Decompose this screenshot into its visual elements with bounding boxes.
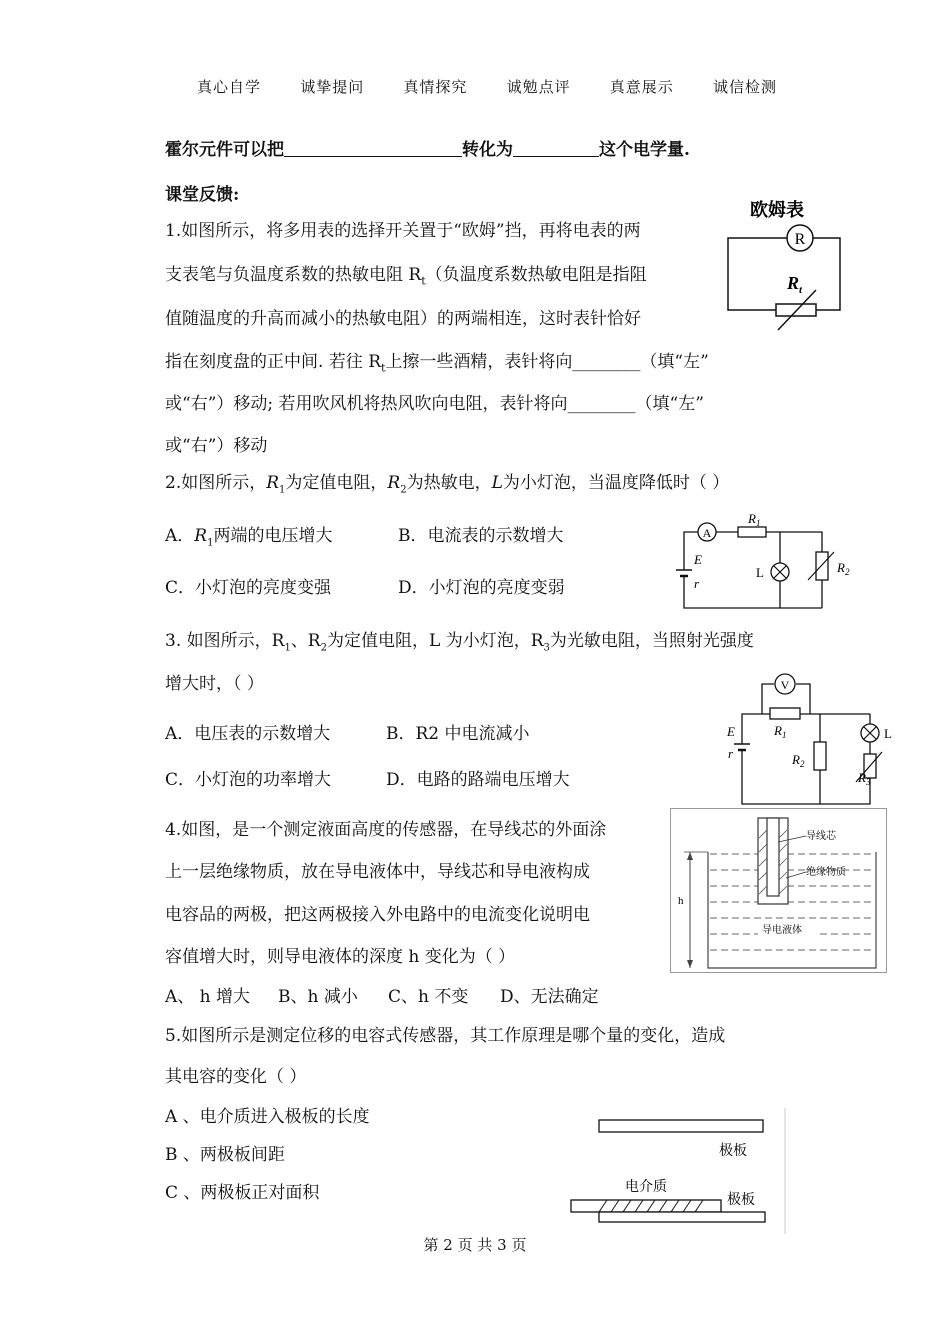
header-item: 诚勉点评 xyxy=(506,78,571,96)
q2-stem-b: 为定值电阻， xyxy=(285,473,388,493)
voltmeter-label: V xyxy=(780,678,790,692)
q3-fig-r2-sub: 2 xyxy=(799,759,805,769)
q3-l1-s2: 2 xyxy=(320,642,327,654)
q4-line-2: 上一层绝缘物质，放在导电液体中，导线芯和导电液构成 xyxy=(165,862,590,882)
q2-opt-a-r: R xyxy=(194,526,208,546)
q5-option-a[interactable]: A 、电介质进入极板的长度 xyxy=(165,1107,370,1127)
q2-option-c[interactable]: C．小灯泡的亮度变强 xyxy=(165,578,332,598)
fig-ohmmeter-title: 欧姆表 xyxy=(750,200,804,221)
q1-l2-text: 支表笔与负温度系数的热敏电阻 R xyxy=(165,265,422,285)
q3-r2-label xyxy=(791,752,805,769)
q2-r2-symbol xyxy=(816,552,828,580)
header-item: 真意展示 xyxy=(609,78,674,96)
q1-line-3: 值随温度的升高而减小的热敏电阻）的两端相连，这时表针恰好 xyxy=(165,309,641,329)
q3-fig-r3: R xyxy=(858,770,866,785)
q1-line-2 xyxy=(165,260,647,287)
q1-line-1: 1.如图所示，将多用表的选择开关置于“欧姆”挡，再将电表的两 xyxy=(165,221,641,241)
liquid-level-sensor-figure xyxy=(670,808,888,974)
q5-option-b[interactable]: B 、两极板间距 xyxy=(165,1145,285,1165)
q2-stem-r1-sub: 1 xyxy=(279,484,286,496)
q3-l1-c: 为定值电阻，L 为小灯泡，R xyxy=(327,631,544,651)
top-plate-label: 极板 xyxy=(719,1143,747,1159)
q1-l2-sub: t xyxy=(421,274,426,288)
capacitive-displacement-sensor-figure xyxy=(555,1108,787,1234)
q3-lamp-label: L xyxy=(884,726,892,741)
q3-fig-r1: R xyxy=(774,723,782,738)
thermistor-sub: t xyxy=(799,284,803,296)
q2-stem-a: 2.如图所示， xyxy=(165,473,267,493)
q3-l1-s1: 1 xyxy=(284,642,291,654)
top-plate xyxy=(599,1120,763,1132)
q4-line-4: 容值增大时，则导电液体的深度 h 变化为（ ） xyxy=(165,947,516,967)
q3-fig-r2: R xyxy=(792,752,800,767)
section-title: 课堂反馈: xyxy=(165,185,240,205)
bottom-plate-label: 极板 xyxy=(727,1192,755,1208)
q5-line-1: 5.如图所示是测定位移的电容式传感器，其工作原理是哪个量的变化，造成 xyxy=(165,1026,726,1046)
q1-l2b: （负温度系数热敏电阻是指阻 xyxy=(425,265,647,285)
q3-line-1 xyxy=(165,626,754,653)
q2-stem-l: L xyxy=(491,473,503,493)
fig-h-label: h xyxy=(678,895,684,907)
q2-circuit-figure xyxy=(672,508,862,614)
q2-opt-a-pre: A． xyxy=(165,526,195,546)
q2-stem-r2: R xyxy=(387,473,401,493)
fig-liquid-label: 导电液体 xyxy=(762,925,802,936)
hall-sentence xyxy=(165,135,690,160)
q4-line-1: 4.如图，是一个测定液面高度的传感器，在导线芯的外面涂 xyxy=(165,820,607,840)
q4-option-a[interactable]: A、 h 增大 xyxy=(165,987,251,1007)
dielectric-label: 电介质 xyxy=(625,1179,667,1195)
q1-l4-text: 指在刻度盘的正中间. 若往 R xyxy=(165,352,382,372)
q2-emf-label: E xyxy=(694,552,702,567)
q4-option-b[interactable]: B、h 减小 xyxy=(278,987,358,1007)
ohmmeter-circuit-figure xyxy=(720,190,850,340)
q2-lamp-label: L xyxy=(756,565,764,580)
q3-option-c[interactable]: C．小灯泡的功率增大 xyxy=(165,770,332,790)
q3-l1-d: 为光敏电阻，当照射光强度 xyxy=(549,631,754,651)
q1-line-4 xyxy=(165,347,709,374)
fig-insulator-label: 绝缘物质 xyxy=(806,867,846,878)
q2-fig-r1: R xyxy=(748,511,756,526)
q2-r1-label xyxy=(747,511,760,528)
r1-symbol xyxy=(738,527,766,537)
q3-r1-label xyxy=(773,723,786,740)
q2-option-a[interactable] xyxy=(165,521,332,548)
header-item: 诚信检测 xyxy=(712,78,777,96)
q3-r1-symbol xyxy=(770,708,800,719)
q3-option-a[interactable]: A．电压表的示数增大 xyxy=(165,724,331,744)
q3-fig-r3-sub: 3 xyxy=(865,777,871,787)
bottom-plate xyxy=(599,1212,765,1222)
q2-stem-r1: R xyxy=(266,473,280,493)
q2-opt-a-post: 两端的电压增大 xyxy=(213,526,333,546)
ammeter-label: A xyxy=(702,526,712,540)
q2-stem-r2-sub: 2 xyxy=(400,484,407,496)
q3-l1-b: 、R xyxy=(290,631,321,651)
q2-fig-r1-sub: 1 xyxy=(755,518,761,528)
page-footer: 第 2 页 共 3 页 xyxy=(423,1236,527,1254)
q3-internal-r-label: r xyxy=(728,746,734,761)
circuit-loop xyxy=(728,238,840,310)
hall-text-a: 霍尔元件可以把 xyxy=(165,140,284,160)
ohmmeter-label: R xyxy=(794,231,806,248)
q5-line-2: 其电容的变化（ ） xyxy=(165,1067,307,1087)
q1-l4b: 上擦一些酒精，表针将向________（填“左” xyxy=(385,352,709,372)
q2-internal-r-label: r xyxy=(694,576,700,591)
q4-option-d[interactable]: D、无法确定 xyxy=(500,987,599,1007)
q4-line-3: 电容品的两极，把这两极接入外电路中的电流变化说明电 xyxy=(165,905,590,925)
q2-stem-d: 为小灯泡，当温度降低时（ ） xyxy=(502,473,730,493)
q1-line-6: 或“右”）移动 xyxy=(165,436,268,456)
q2-r2-label xyxy=(836,560,850,577)
thermistor-label xyxy=(786,273,803,296)
hall-text-b: 转化为 xyxy=(462,140,513,160)
q3-option-b[interactable]: B．R2 中电流减小 xyxy=(386,724,530,744)
q1-l4-sub: t xyxy=(381,361,386,375)
q2-stem xyxy=(165,468,729,495)
q3-option-d[interactable]: D．电路的路端电压增大 xyxy=(386,770,570,790)
q3-fig-r1-sub: 1 xyxy=(781,730,787,740)
header-item: 诚挚提问 xyxy=(300,78,365,96)
q2-fig-r2: R xyxy=(837,560,845,575)
hall-text-c: 这个电学量. xyxy=(599,140,690,160)
page-header xyxy=(197,76,777,97)
q1-line-5: 或“右”）移动; 若用吹风机将热风吹向电阻，表针将向________（填“左” xyxy=(165,394,704,414)
header-item: 真情探究 xyxy=(403,78,468,96)
thermistor-r: R xyxy=(787,273,800,293)
blank-1[interactable] xyxy=(284,140,462,157)
q4-option-c[interactable]: C、h 不变 xyxy=(388,987,469,1007)
header-item: 真心自学 xyxy=(197,78,262,96)
q2-option-b[interactable]: B．电流表的示数增大 xyxy=(398,526,564,546)
q2-fig-r2-sub: 2 xyxy=(844,567,850,577)
q2-option-d[interactable]: D．小灯泡的亮度变弱 xyxy=(398,578,565,598)
fig-core-label: 导线芯 xyxy=(806,831,836,842)
blank-2[interactable] xyxy=(513,140,599,157)
q2-stem-c: 为热敏电， xyxy=(406,473,492,493)
q3-line-2: 增大时，（ ） xyxy=(165,674,264,694)
q3-emf-label: E xyxy=(727,724,735,739)
q3-l1-a: 3. 如图所示，R xyxy=(165,631,285,651)
q3-circuit-figure xyxy=(724,666,892,808)
q3-r2-symbol xyxy=(814,742,826,770)
q3-l1-s3: 3 xyxy=(543,642,550,654)
q5-option-c[interactable]: C 、两极板正对面积 xyxy=(165,1183,320,1203)
q2-opt-a-sub: 1 xyxy=(207,537,214,549)
